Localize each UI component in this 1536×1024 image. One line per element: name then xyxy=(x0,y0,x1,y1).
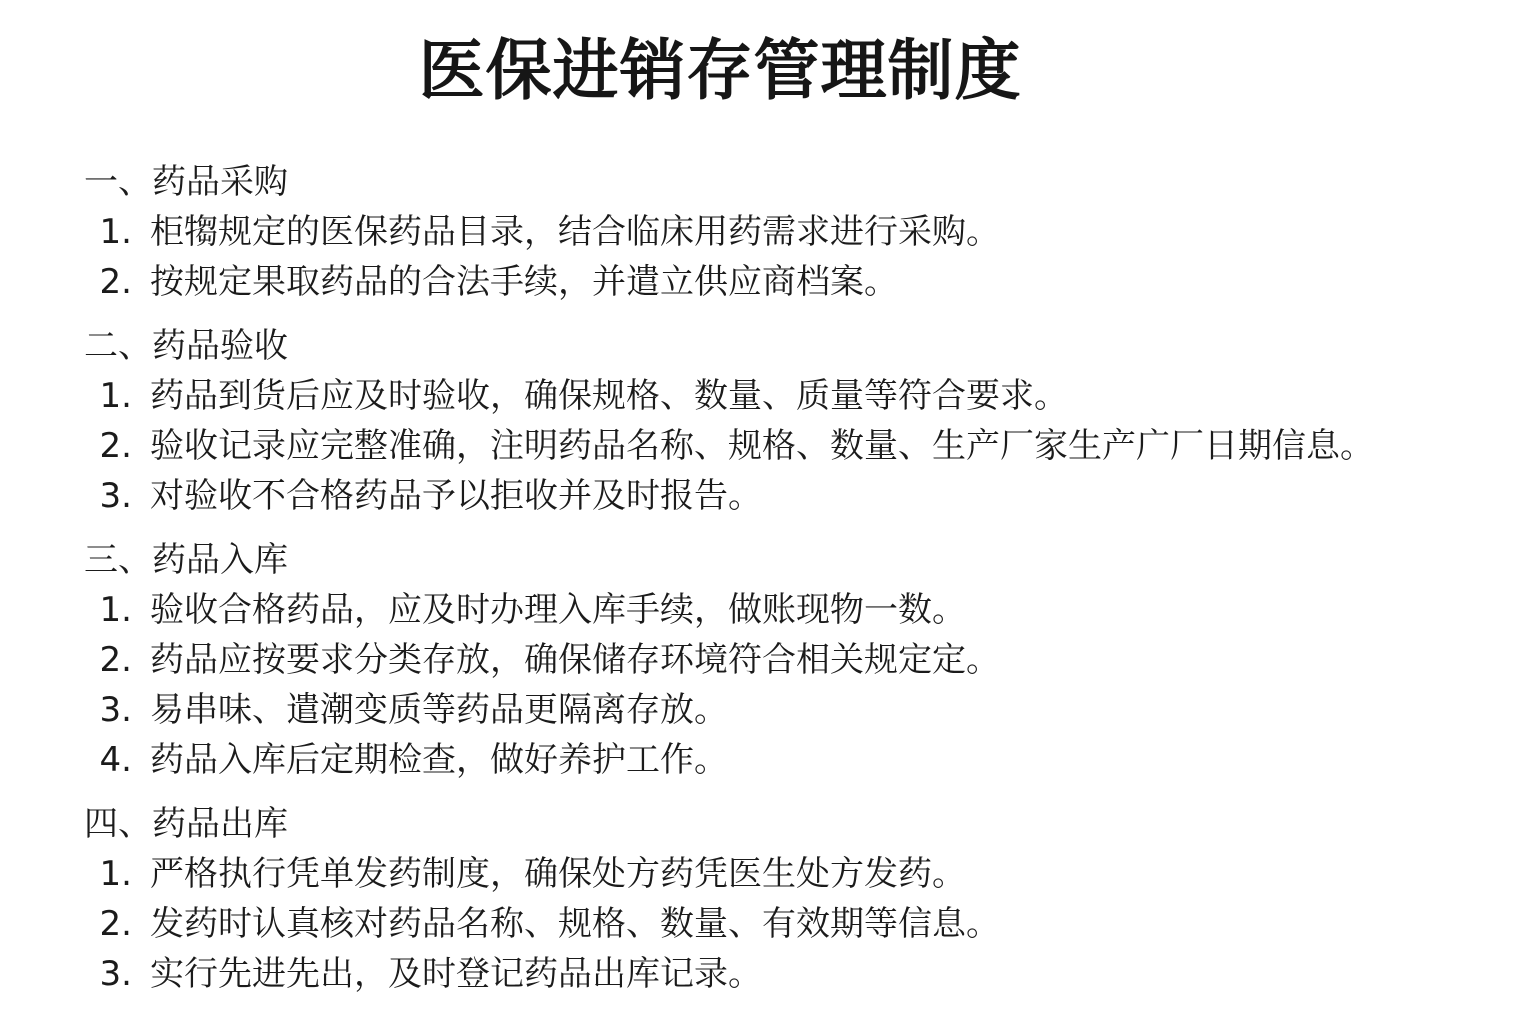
item-number: 2. xyxy=(99,426,132,466)
list-item xyxy=(84,471,1504,521)
section-heading: 一、药品采购 xyxy=(84,162,288,202)
list-item xyxy=(84,949,1504,999)
item-text: 药品到货后应及时验收，确保规格、数量、质量等符合要求。 xyxy=(150,376,1068,416)
item-number: 3. xyxy=(99,954,132,994)
item-text: 严格执行凭单发药制度，确保处方药凭医生处方发药。 xyxy=(150,854,966,894)
section-procurement xyxy=(84,157,1504,307)
document-body xyxy=(84,157,1504,999)
section-acceptance xyxy=(84,321,1504,521)
item-text: 易串味、遣潮变质等药品更隔离存放。 xyxy=(150,690,728,730)
item-number: 2. xyxy=(99,262,132,302)
item-number: 1. xyxy=(99,376,132,416)
item-text: 验收合格药品，应及时办理入库手续，做账现物一数。 xyxy=(150,590,966,630)
item-text: 验收记录应完整准确，注明药品名称、规格、数量、生产厂家生产广厂日期信息。 xyxy=(150,426,1374,466)
item-number: 1. xyxy=(99,590,132,630)
list-item xyxy=(84,371,1504,421)
list-item xyxy=(84,421,1504,471)
section-dispatch xyxy=(84,799,1504,999)
item-number: 2. xyxy=(99,904,132,944)
list-item xyxy=(84,685,1504,735)
list-item xyxy=(84,585,1504,635)
item-number: 2. xyxy=(99,640,132,680)
section-heading: 二、药品验收 xyxy=(84,326,288,366)
item-number: 4. xyxy=(99,740,132,780)
item-text: 对验收不合格药品予以拒收并及时报告。 xyxy=(150,476,762,516)
item-text: 柜犓规定的医保药品目录，结合临床用药需求进行采购。 xyxy=(150,212,1000,252)
list-item xyxy=(84,849,1504,899)
item-number: 1. xyxy=(99,854,132,894)
item-text: 药品应按要求分类存放，确保储存环境符合相关规定定。 xyxy=(150,640,1000,680)
list-item xyxy=(84,207,1504,257)
section-heading: 三、药品入库 xyxy=(84,540,288,580)
list-item xyxy=(84,257,1504,307)
item-number: 3. xyxy=(99,476,132,516)
section-warehousing xyxy=(84,535,1504,785)
list-item xyxy=(84,635,1504,685)
item-text: 实行先进先出，及时登记药品出库记录。 xyxy=(150,954,762,994)
list-item xyxy=(84,899,1504,949)
item-number: 3. xyxy=(99,690,132,730)
item-text: 药品入库后定期检查，做好养护工作。 xyxy=(150,740,728,780)
item-number: 1. xyxy=(99,212,132,252)
section-heading: 四、药品出库 xyxy=(84,804,288,844)
list-item xyxy=(84,735,1504,785)
item-text: 发药时认真核对药品名称、规格、数量、有效期等信息。 xyxy=(150,904,1000,944)
document-title: 医保进销存管理制度 xyxy=(418,32,1022,109)
item-text: 按规定果取药品的合法手续，并遣立供应商档案。 xyxy=(150,262,898,302)
